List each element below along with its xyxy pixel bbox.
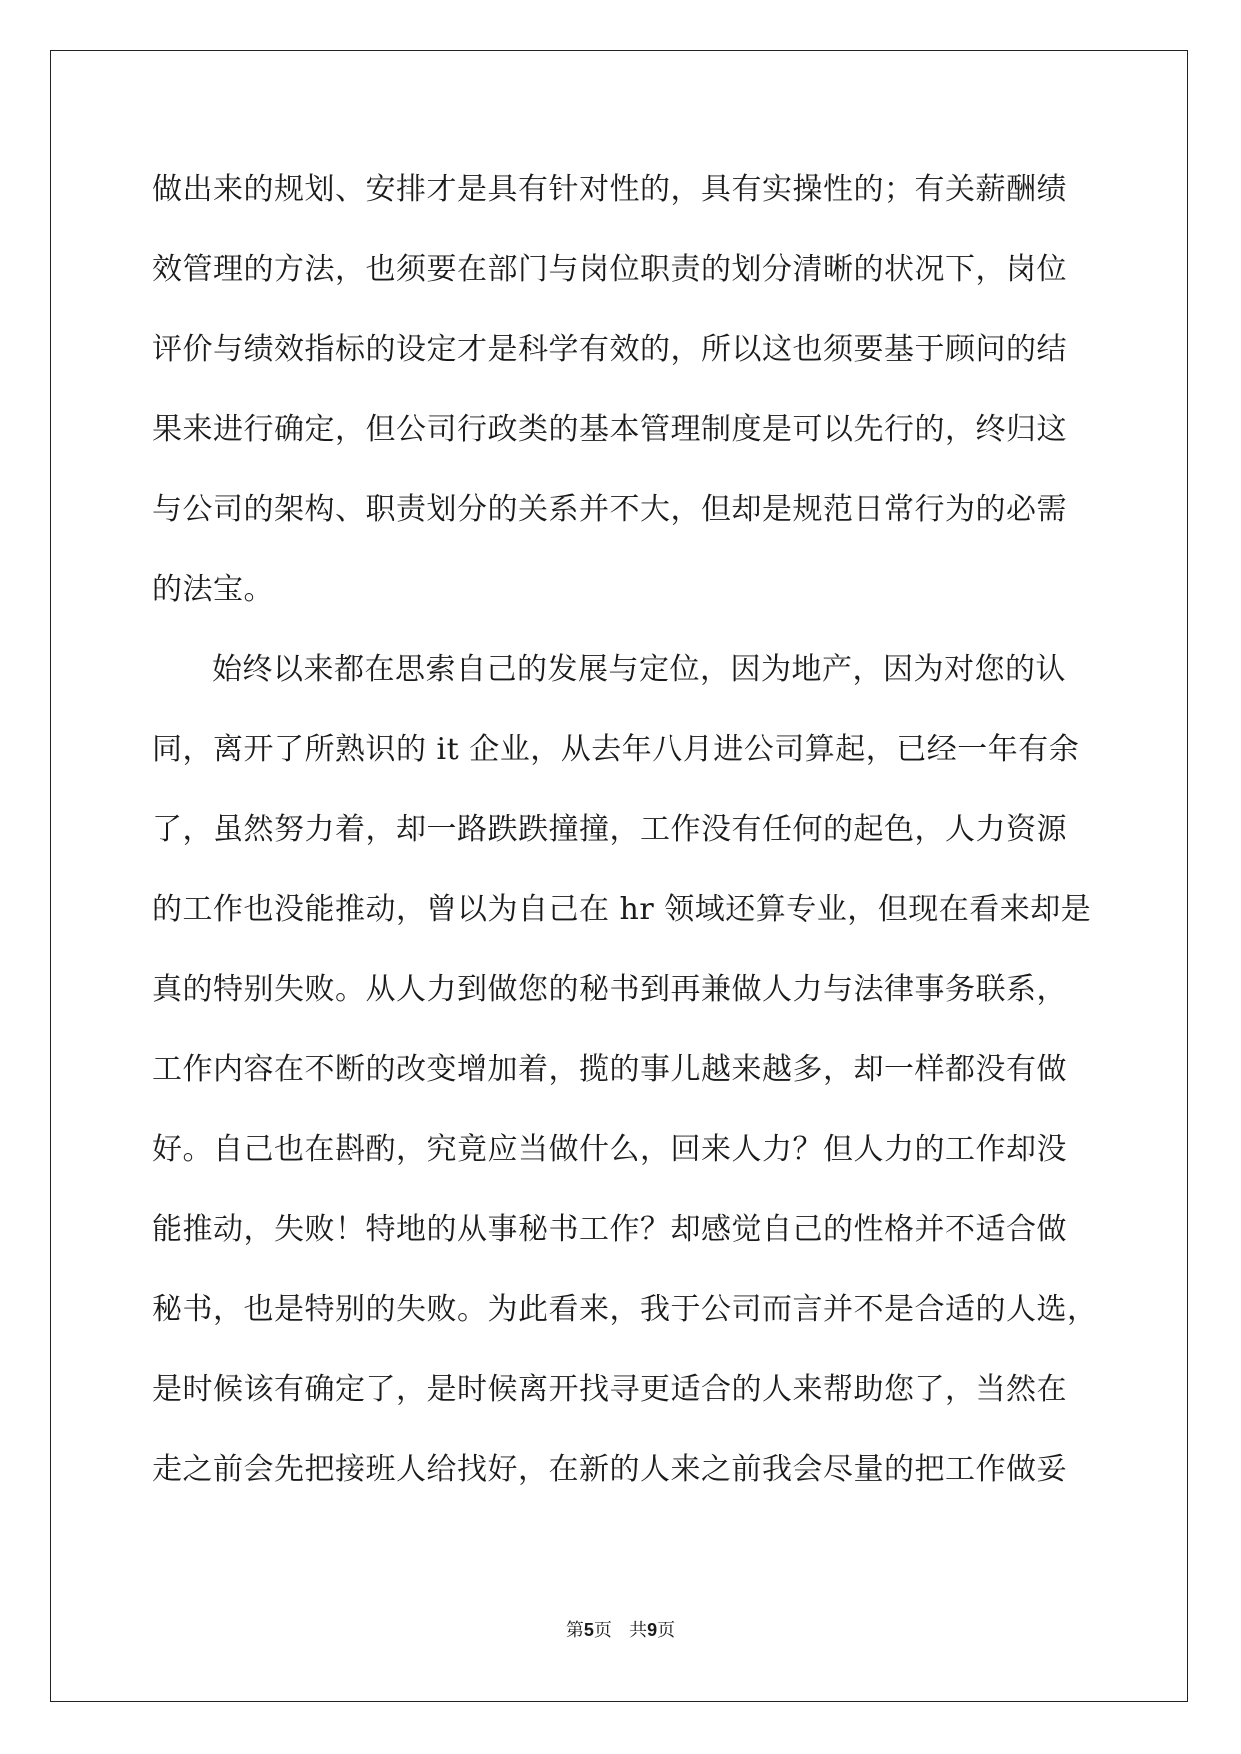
- paragraph-1: [152, 162, 1092, 642]
- text-line: 做出来的规划、安排才是具有针对性的，具有实操性的；有关薪酬绩: [152, 172, 1067, 207]
- text-line: 始终以来都在思索自己的发展与定位，因为地产，因为对您的认: [212, 652, 1066, 687]
- total-prefix: 共: [629, 1620, 648, 1641]
- text-line: 同，离开了所熟识的 it 企业，从去年八月进公司算起，已经一年有余: [152, 732, 1080, 767]
- text-line: 好。自己也在斟酌，究竟应当做什么，回来人力？但人力的工作却没: [152, 1132, 1067, 1167]
- text-line: 真的特别失败。从人力到做您的秘书到再兼做人力与法律事务联系，: [152, 972, 1067, 1007]
- document-body: [152, 162, 1098, 1522]
- page-prefix: 第: [565, 1620, 584, 1641]
- text-line: 秘书，也是特别的失败。为此看来，我于公司而言并不是合适的人选，: [152, 1292, 1098, 1327]
- text-line: 的法宝。: [152, 572, 274, 607]
- text-line: 了，虽然努力着，却一路跌跌撞撞，工作没有任何的起色，人力资源: [152, 812, 1067, 847]
- text-line: 效管理的方法，也须要在部门与岗位职责的划分清晰的状况下，岗位: [152, 252, 1067, 287]
- text-line: 工作内容在不断的改变增加着，揽的事儿越来越多，却一样都没有做: [152, 1052, 1067, 1087]
- page-number: 5: [583, 1620, 594, 1640]
- total-pages: 9: [647, 1620, 658, 1640]
- text-line: 走之前会先把接班人给找好，在新的人来之前我会尽量的把工作做妥: [152, 1452, 1067, 1487]
- page-footer: [0, 1616, 1241, 1642]
- text-line: 是时候该有确定了，是时候离开找寻更适合的人来帮助您了，当然在: [152, 1372, 1067, 1407]
- text-line: 与公司的架构、职责划分的关系并不大，但却是规范日常行为的必需: [152, 492, 1067, 527]
- text-line: 评价与绩效指标的设定才是科学有效的，所以这也须要基于顾问的结: [152, 332, 1067, 367]
- text-line: 的工作也没能推动，曾以为自己在 hr 领域还算专业，但现在看来却是: [152, 892, 1092, 927]
- text-line: 果来进行确定，但公司行政类的基本管理制度是可以先行的，终归这: [152, 412, 1067, 447]
- paragraph-2: [152, 642, 1098, 1522]
- page-suffix: 页: [593, 1620, 612, 1641]
- total-suffix: 页: [657, 1620, 676, 1641]
- text-line: 能推动，失败！特地的从事秘书工作？却感觉自己的性格并不适合做: [152, 1212, 1067, 1247]
